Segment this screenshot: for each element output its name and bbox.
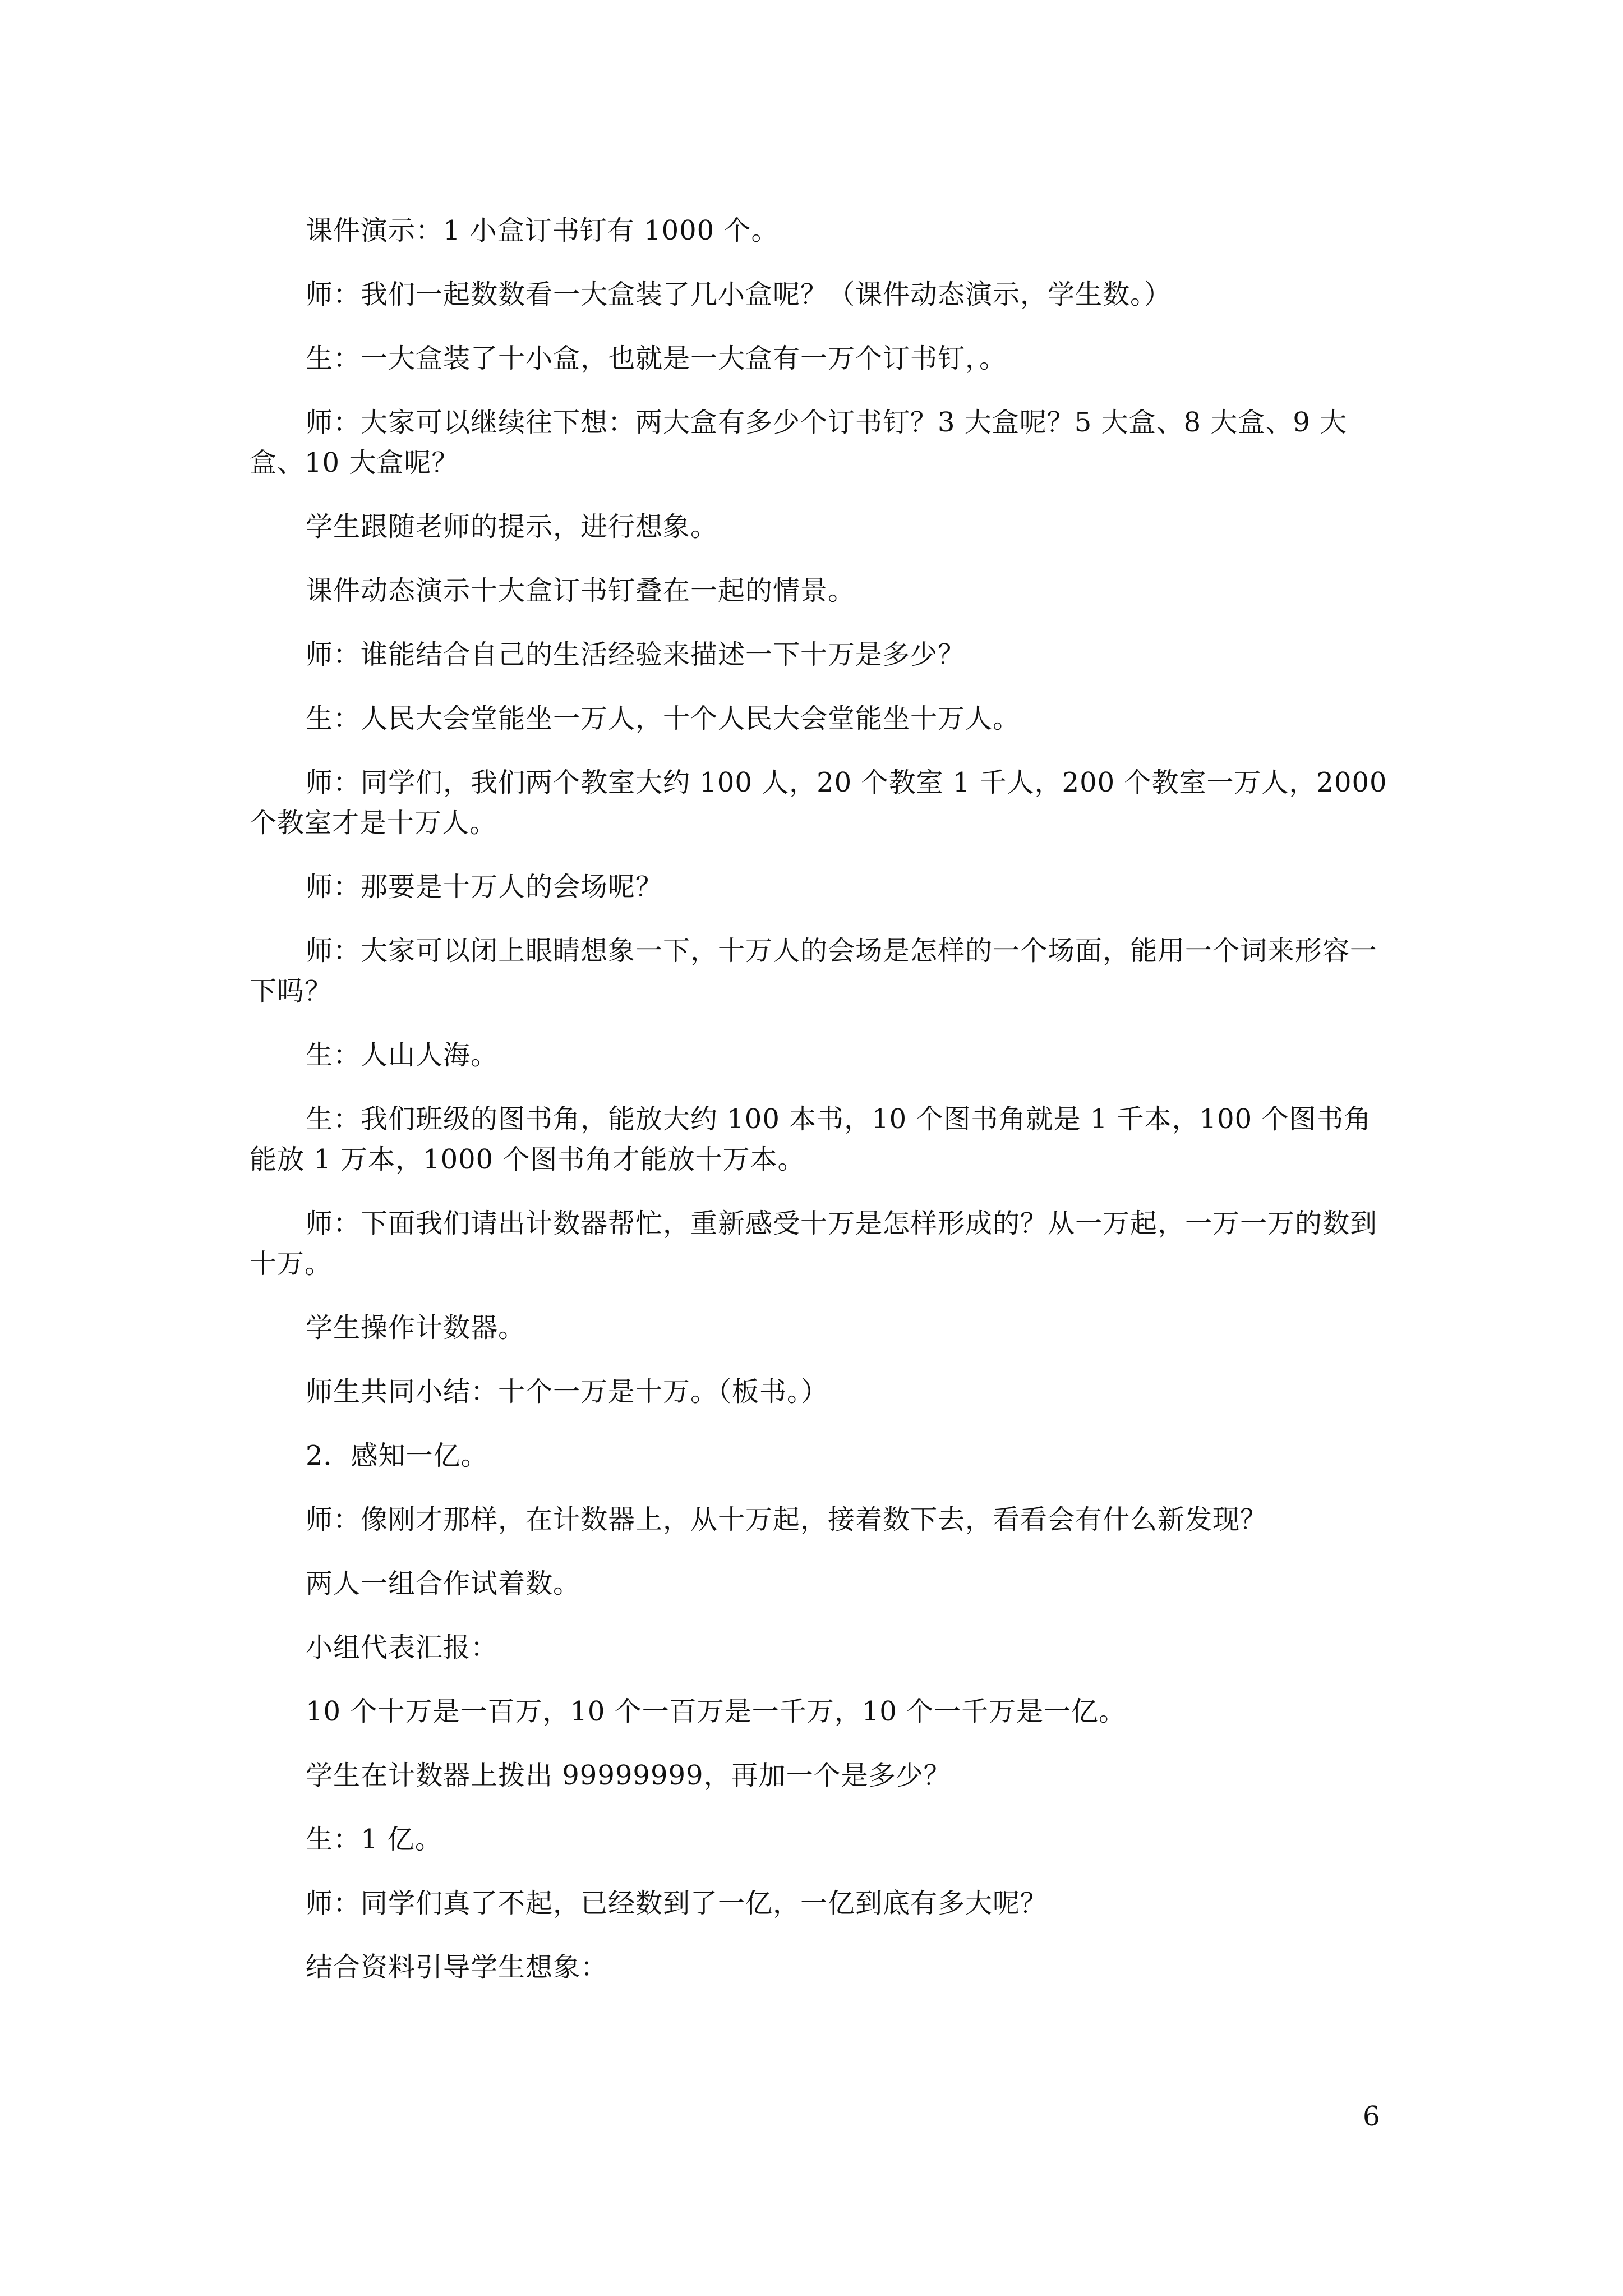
paragraph: 生：人民大会堂能坐一万人，十个人民大会堂能坐十万人。 (306, 703, 1021, 734)
paragraph: 师：大家可以闭上眼睛想象一下，十万人的会场是怎样的一个场面，能用一个词来形容一下吗？ (250, 935, 1378, 1007)
paragraph: 师：像刚才那样，在计数器上，从十万起，接着数下去，看看会有什么新发现？ (306, 1504, 1268, 1535)
paragraph: 两人一组合作试着数。 (306, 1568, 581, 1599)
paragraph: 师：谁能结合自己的生活经验来描述一下十万是多少？ (306, 639, 966, 670)
paragraph: 学生跟随老师的提示，进行想象。 (306, 511, 718, 542)
paragraph: 2．感知一亿。 (306, 1440, 488, 1471)
paragraph: 师生共同小结：十个一万是十万。（板书。） (306, 1376, 829, 1407)
paragraph: 学生在计数器上拨出 99999999，再加一个是多少？ (306, 1760, 951, 1791)
page-number: 6 (1363, 2101, 1380, 2132)
document-body (250, 210, 1388, 2011)
paragraph: 生：人山人海。 (306, 1039, 499, 1071)
paragraph: 师：大家可以继续往下想：两大盒有多少个订书钉？3 大盒呢？5 大盒、8 大盒、9 大盒、10 大盒呢？ (250, 407, 1348, 478)
paragraph: 课件动态演示十大盒订书钉叠在一起的情景。 (306, 575, 856, 606)
paragraph: 师：同学们真了不起，已经数到了一亿，一亿到底有多大呢？ (306, 1888, 1048, 1919)
paragraph: 师：同学们，我们两个教室大约 100 人，20 个教室 1 千人，200 个教室一万人，2000 个教室才是十万人。 (250, 767, 1387, 839)
paragraph: 师：下面我们请出计数器帮忙，重新感受十万是怎样形成的？从一万起，一万一万的数到十万。 (250, 1208, 1378, 1280)
paragraph: 小组代表汇报： (306, 1632, 499, 1663)
paragraph: 课件演示：1 小盒订书钉有 1000 个。 (306, 215, 779, 246)
paragraph: 10 个十万是一百万，10 个一百万是一千万，10 个一千万是一亿。 (306, 1696, 1127, 1727)
paragraph: 师：我们一起数数看一大盒装了几小盒呢？（课件动态演示，学生数。） (306, 279, 1172, 310)
paragraph: 生：我们班级的图书角，能放大约 100 本书，10 个图书角就是 1 千本，100 个图书角能放 1 万本，1000 个图书角才能放十万本。 (250, 1103, 1372, 1175)
paragraph: 结合资料引导学生想象： (306, 1952, 608, 1983)
paragraph: 生：一大盒装了十小盒，也就是一大盒有一万个订书钉，。 (306, 343, 1007, 374)
paragraph: 师：那要是十万人的会场呢？ (306, 871, 663, 903)
paragraph: 学生操作计数器。 (306, 1312, 526, 1343)
paragraph: 生：1 亿。 (306, 1824, 442, 1855)
